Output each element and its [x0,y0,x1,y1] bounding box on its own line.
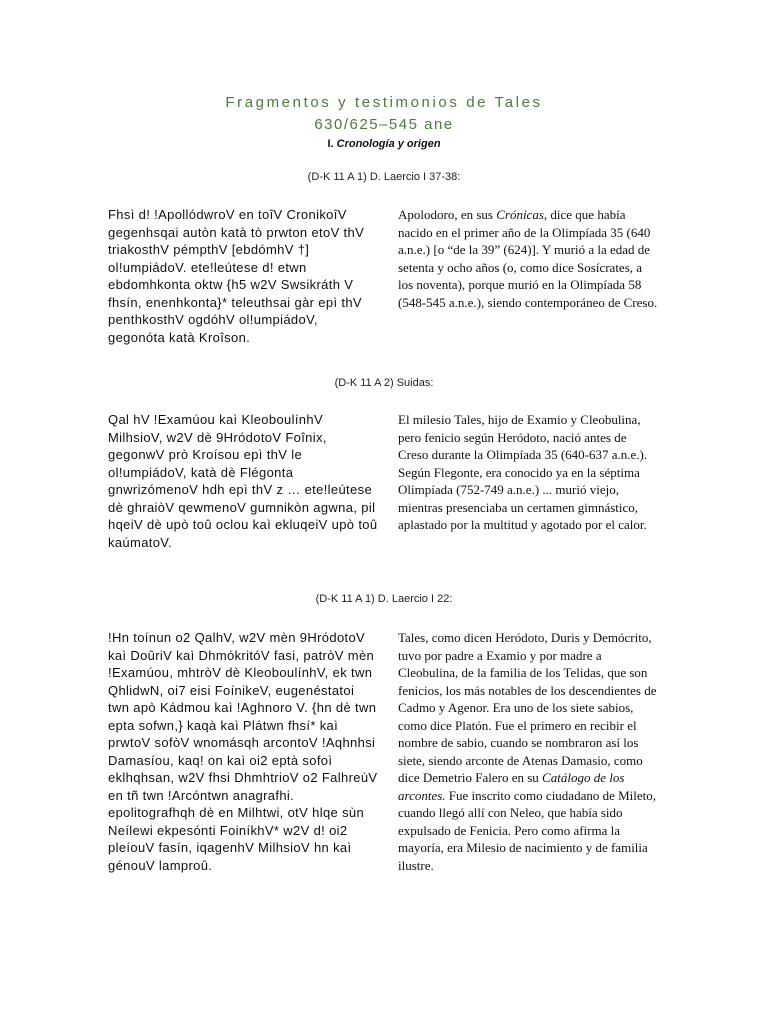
translation-text: Tales, como dicen Heródoto, Duris y Demócrito, tuvo por padre a Examio y por madre a Cleobulina, de la familia de los Telidas, que son fenicios, los más notables de los descendientes de Cadmo y Agenor. Era uno de los siete sabios, como dice Platón. Fue el primero en recibir el nombre de sabio, cuando se nombraron así los siete, siendo arconte de Atenas Damasio, como dice Demetrio Falero en su [398,630,657,785]
fragment-reference: (D-K 11 A 1) D. Laercio I 22: [315,593,453,605]
fragment-spanish-translation [398,629,660,874]
document-title: Fragmentos y testimonios de Tales [225,94,543,111]
fragment-reference: (D-K 11 A 1) D. Laercio I 37-38: [307,171,461,183]
section-number: I. [327,138,334,150]
fragment-spanish-translation: El milesio Tales, hijo de Examio y Cleobulina, pero fenicio según Heródoto, nació antes de Creso durante la Olimpíada 35 (640-637 a.n.e.). Según Flegonte, era conocido ya en la séptima Olimpíada (752-749 a.n.e.) ... murió viejo, mientras presenciaba un certamen gimnástico, aplastado por la multitud y agotado por el calor. [398,412,648,532]
fragment-greek-text: !Hn toínun o2 QalhV, w2V mèn 9HródotoV kaì DoûriV kaì DhmókritóV fasi, patròV mèn !Examúou, mhtròV dè KleoboulínhV, ek twn QhlidwN, oi7 eisi FoínikeV, eugenéstatoi twn apò Kádmou kaì !Aghnoro V. {hn dè twn epta sofwn,} kaqà kaì Plátwn fhsí* kaì prwtoV sofòV wnomásqh arcontoV !Aqhnhsi Damasíou, kaq! on kaì oi2 eptà sofoì eklhqhsan, w2V fhsi DhmhtrioV o2 FalhreùV en tñ twn !Arcóntwn anagrafhi. epolitografhqh dè en Milhtwi, otV hlqe sùn Neílewi ekpesónti FoiníkhV* w2V d! oi2 pleíouV fasín, iqagenhV MilhsioV hn kaì génouV lamproû. [108,630,378,873]
fragment-greek-text: Fhsì d! !ApollódwroV en toîV CronikoîV gegenhsqai autòn katà tò prwton etoV thV triakosthV pémpthV [ebdómhV †] ol!umpiádoV. ete!leútese d! etwn ebdomhkonta oktw {h5 w2V Swsikráth V fhsín, enenhkonta}* teleuthsai gàr epì thV penthkosthV ogdóhV ol!umpiádoV, gegonóta katà Kroîson. [108,207,365,345]
translation-text: Fue inscrito como ciudadano de Mileto, cuando llegó allí con Neleo, que había sido expulsado de Fenicia. Pero como afirma la mayoría, era Milesio de nacimiento y de familia ilustre. [398,787,657,873]
document-dates: 630/625–545 ane [314,116,454,133]
work-title: Crónicas, [496,207,548,222]
work-title: Catálogo de los arcontes. [398,770,625,803]
translation-text: dice que había nacido en el primer año de la Olimpíada 35 (640 a.n.e.) [o “de la 39” (624)]. Y murió a la edad de setenta y ocho años (o, como dice Sosícrates, a los noventa), porque murió en la Olimpíada 58 (548-545 a.n.e.), siendo contemporáneo de Creso. [398,207,658,310]
fragment-spanish-translation [398,206,660,311]
fragment-reference: (D-K 11 A 2) Suidas: [334,377,434,389]
section-heading [0,138,768,150]
fragment-greek-text: Qal hV !Examúou kaì KleoboulínhV MilhsioV, w2V dè 9HródotoV Foînix, gegonwV prò Kroísou epì thV le ol!umpiádoV, katà dè Flégonta gnwrizómenoV hdh epì thV z … ete!leútese dè ghraiòV qewmenoV gumnikòn agwna, pil hqeiV dè upò toû oclou kaì ekluqeiV upò toû kaúmatoV. [108,412,378,550]
translation-text: Apolodoro, en sus [398,207,497,222]
section-label: Cronología y origen [336,138,441,150]
